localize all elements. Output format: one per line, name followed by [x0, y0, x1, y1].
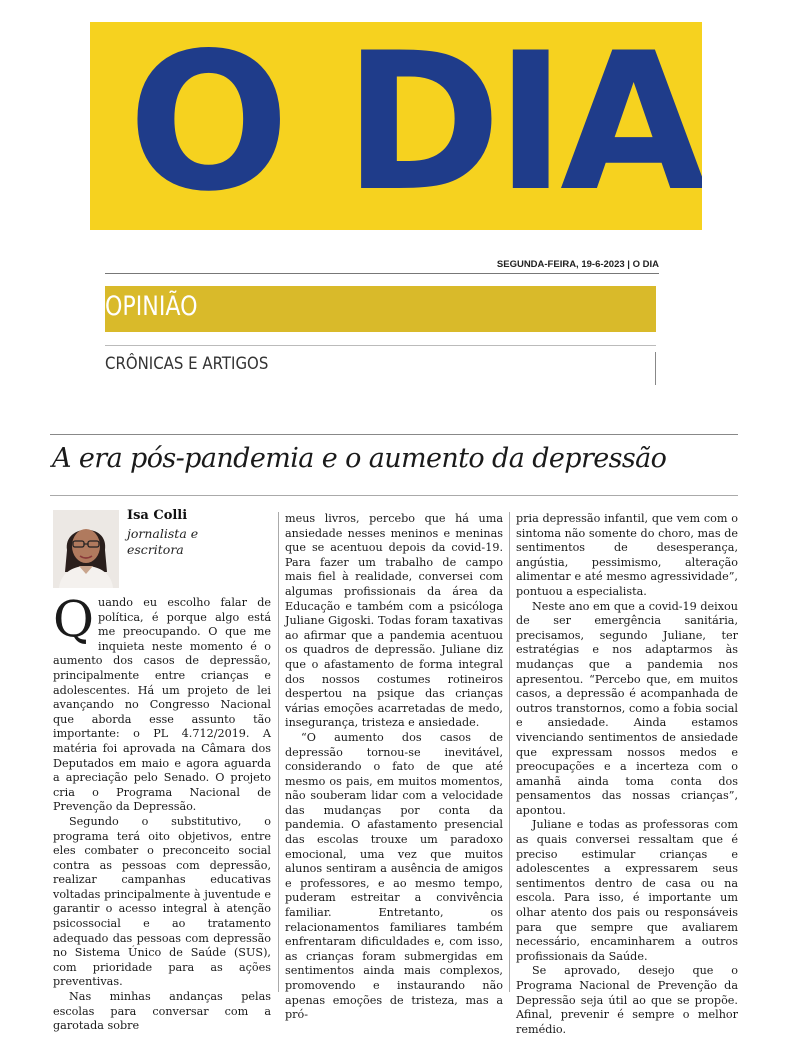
headline-rule [50, 434, 738, 435]
paragraph: Nas minhas andanças pelas escolas para conversar com a garotada sobre [53, 990, 271, 1033]
section-bar [105, 286, 656, 332]
paragraph: Neste ano em que a covid-19 deixou de ser emergência sanitária, precisamos, segundo Juliane, ter estratégias e nos adaptarmos às mudanças que a pandemia nos apresentou. “Percebo que, em muitos casos, a depressão é acompanhada de outros transtornos, como a fobia social e ansiedade. Ainda estamos vivenciando sentimentos de ansiedade que expressam nossos medos e preocupações e a incerteza com o amanhã ainda toma conta dos pensamentos das nossas crianças”, apontou. [516, 599, 738, 817]
drop-cap: Q [53, 590, 94, 648]
column-divider [278, 512, 279, 992]
article-column-1 [53, 590, 271, 1034]
author-portrait-icon [53, 510, 119, 588]
date-text: SEGUNDA-FEIRA, 19-6-2023 [496, 259, 625, 270]
column-divider [509, 512, 510, 992]
subsection-divider [655, 352, 656, 385]
subsection-label: CRÔNICAS E ARTIGOS [105, 354, 269, 374]
dateline [497, 259, 659, 270]
paragraph: “O aumento dos casos de depressão tornou-se inevitável, considerando o fato de que até mesmo os pais, em muitos momentos, não souberam lidar com a velocidade das mudanças por conta da pandemia. O afastamento presencial das escolas trouxe um paradoxo emocional, uma vez que muitos alunos sentiram a ausência de amigos e professores, e ao mesmo tempo, puderam estreitar a convivência familiar. Entretanto, os relacionamentos familiares também enfrentaram dificuldades e, com isso, as crianças foram submergidas em sentimentos ainda mais complexos, promovendo e instaurando não apenas emoções de tristeza, mas a pró- [285, 730, 503, 1022]
dateline-brand: O DIA [632, 259, 659, 270]
paragraph: Segundo o substitutivo, o programa terá oito objetivos, entre eles combater o preconceito social contra as pessoas com depressão, realizar campanhas educativas voltadas principalmente à juventude e garantir o acesso integral à atenção psicossocial e ao tratamento adequado das pessoas com depressão no Sistema Único de Saúde (SUS), com prioridade para as ações preventivas. [53, 814, 271, 989]
paragraph [53, 590, 271, 815]
article-column-3 [516, 512, 738, 1037]
dateline-separator: | [627, 259, 630, 270]
masthead-logo: O DIA [128, 22, 702, 230]
author-role: jornalista e escritora [127, 526, 199, 557]
paragraph: meus livros, percebo que há uma ansiedade nesses meninos e meninas que se acentuou depois da covid-19. Para fazer um trabalho de campo mais fiel à realidade, conversei com algumas profissionais da área da Educação e também com a psicóloga Juliane Gigoski. Todas foram taxativas ao afirmar que a pandemia acentuou os quadros de depressão. Juliane diz que o afastamento de forma integral dos nossos costumes rotineiros despertou na psique das crianças várias emoções acarretadas de medo, insegurança, tristeza e ansiedade. [285, 512, 503, 730]
article-column-2 [285, 512, 503, 1023]
paragraph: Juliane e todas as professoras com as quais conversei ressaltam que é preciso estimular crianças e adolescentes a expressarem seus sentimentos dentro de casa ou na escola. Para isso, é importante um olhar atento dos pais ou responsáveis para que sempre que avaliarem necessário, encaminharem a outros profissionais da Saúde. [516, 818, 738, 963]
masthead [90, 22, 702, 230]
headline-underline [50, 495, 738, 496]
subsection-rule [105, 345, 656, 346]
section-label: OPINIÃO [105, 291, 198, 322]
article-headline: A era pós-pandemia e o aumento da depressão [52, 443, 667, 474]
paragraph-text: uando eu escolho falar de política, é porque algo está me preocupando. O que me inquieta neste momento é o aumento dos casos de depressão, principalmente entre crianças e adolescentes. Há um projeto de lei avançando no Congresso Nacional que aborda esse assunto tão importante: o PL 4.712/2019. A matéria foi aprovada na Câmara dos Deputados em maio e agora aguarda a apreciação pelo Senado. O projeto cria o Programa Nacional de Prevenção da Depressão. [53, 596, 271, 814]
author-name: Isa Colli [127, 508, 188, 523]
author-photo [53, 510, 119, 588]
paragraph: pria depressão infantil, que vem com o sintoma não somente do choro, mas de sentimentos de desesperança, angústia, pessimismo, alteração alimentar e até mesmo agressividade”, pontuou a especialista. [516, 512, 738, 598]
paragraph: Se aprovado, desejo que o Programa Nacional de Prevenção da Depressão seja útil ao que se propõe. Afinal, prevenir é sempre o melhor remédio. [516, 964, 738, 1036]
top-rule [105, 273, 659, 274]
